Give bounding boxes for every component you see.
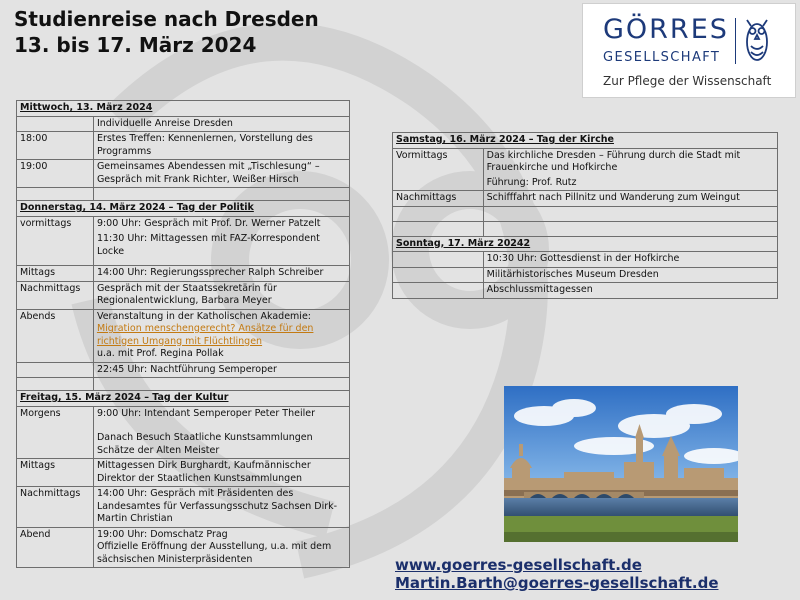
contact-links [395,556,719,592]
event-cell [93,527,349,568]
website-link[interactable]: www.goerres-gesellschaft.de [395,556,642,574]
event-line: 9:00 Uhr: Intendant Semperoper Peter Theiler [96,407,315,419]
table-row [17,132,350,160]
logo-tagline: Zur Pflege der Wissenschaft [603,74,772,88]
event-line: Veranstaltung in der Katholischen Akademie: [96,310,311,322]
event-cell: 14:00 Uhr: Regierungssprecher Ralph Schreiber [93,266,349,282]
time-cell: Nachmittags [17,281,94,309]
page-title [14,6,319,58]
table-row [393,267,778,283]
table-row [17,116,350,132]
migration-event-link[interactable]: Migration menschengerecht? Ansätze für den richtigen Umgang mit Flüchtlingen [96,323,314,347]
time-cell: 19:00 [17,160,94,188]
goerres-logo [582,3,796,98]
event-cell [93,406,349,459]
table-row [393,283,778,299]
event-cell: Individuelle Anreise Dresden [93,116,349,132]
event-line: Danach Besuch Staatliche Kunstsammlungen Schätze der Alten Meister [96,432,313,456]
event-cell: Abschlussmittagessen [483,283,777,299]
logo-name: GÖRRES [603,14,729,45]
day-heading-wednesday: Mittwoch, 13. März 2024 [17,101,350,117]
day-heading-friday: Freitag, 15. März 2024 – Tag der Kultur [17,391,350,407]
event-cell: Mittagessen Dirk Burghardt, Kaufmännischer Direktor der Staatlichen Kunstsammlungen [93,459,349,487]
event-cell [93,216,349,266]
table-row [17,527,350,568]
email-link[interactable]: Martin.Barth@goerres-gesellschaft.de [395,574,719,592]
title-line-1: Studienreise nach Dresden [14,7,319,31]
day-heading-thursday: Donnerstag, 14. März 2024 – Tag der Politik [17,201,350,217]
event-cell: Gespräch mit der Staatssekretärin für Regionalentwicklung, Barbara Meyer [93,281,349,309]
event-line: 19:00 Uhr: Domschatz Prag [96,528,228,540]
logo-sub: GESELLSCHAFT [603,50,721,65]
event-line: Offizielle Eröffnung der Ausstellung, u.a. mit dem sächsischen Ministerpräsidenten [96,541,332,565]
schedule-table-left [16,100,350,568]
title-line-2: 13. bis 17. März 2024 [14,33,257,57]
time-cell: Abends [17,309,94,362]
time-cell: Abend [17,527,94,568]
empty-row [393,221,778,236]
table-row [17,309,350,362]
empty-row [17,378,350,391]
day-heading-sunday: Sonntag, 17. März 20242 [393,236,778,252]
table-row [17,487,350,528]
event-cell: Erstes Treffen: Kennenlernen, Vorstellung des Programms [93,132,349,160]
owl-icon [743,16,771,64]
event-cell: Gemeinsames Abendessen mit „Tischlesung“ – Gespräch mit Frank Richter, Weißer Hirsch [93,160,349,188]
table-row [17,266,350,282]
event-line: Führung: Prof. Rutz [486,176,577,188]
table-row [393,148,778,191]
time-cell: 18:00 [17,132,94,160]
day-heading-saturday: Samstag, 16. März 2024 – Tag der Kirche [393,133,778,149]
time-cell: vormittags [17,216,94,266]
event-cell: Schifffahrt nach Pillnitz und Wanderung zum Weingut [483,191,777,207]
table-row [17,216,350,266]
event-line: 9:00 Uhr: Gespräch mit Prof. Dr. Werner Patzelt [96,217,321,229]
table-row [17,160,350,188]
time-cell [17,116,94,132]
event-cell: 14:00 Uhr: Gespräch mit Präsidenten des Landesamtes für Verfassungsschutz Sachsen Dirk-Martin Christian [93,487,349,528]
table-row [17,281,350,309]
event-cell: Militärhistorisches Museum Dresden [483,267,777,283]
dresden-skyline-photo [504,386,738,542]
event-cell: 22:45 Uhr: Nachtführung Semperoper [93,362,349,378]
time-cell: Morgens [17,406,94,459]
empty-row [17,188,350,201]
empty-row [393,206,778,221]
logo-divider [735,18,736,64]
time-cell: Nachmittags [17,487,94,528]
time-cell: Mittags [17,459,94,487]
event-line: 11:30 Uhr: Mittagessen mit FAZ-Korrespondent Locke [96,233,320,257]
table-row [393,191,778,207]
table-row [393,252,778,268]
event-cell [483,148,777,191]
table-row [17,362,350,378]
event-line: u.a. mit Prof. Regina Pollak [96,348,224,359]
event-line: Das kirchliche Dresden – Führung durch die Stadt mit Frauenkirche und Hofkirche [486,149,741,173]
time-cell: Vormittags [393,148,484,191]
time-cell: Mittags [17,266,94,282]
event-cell [93,309,349,362]
table-row [17,459,350,487]
schedule-table-right [392,132,778,299]
event-cell: 10:30 Uhr: Gottesdienst in der Hofkirche [483,252,777,268]
time-cell: Nachmittags [393,191,484,207]
table-row [17,406,350,459]
